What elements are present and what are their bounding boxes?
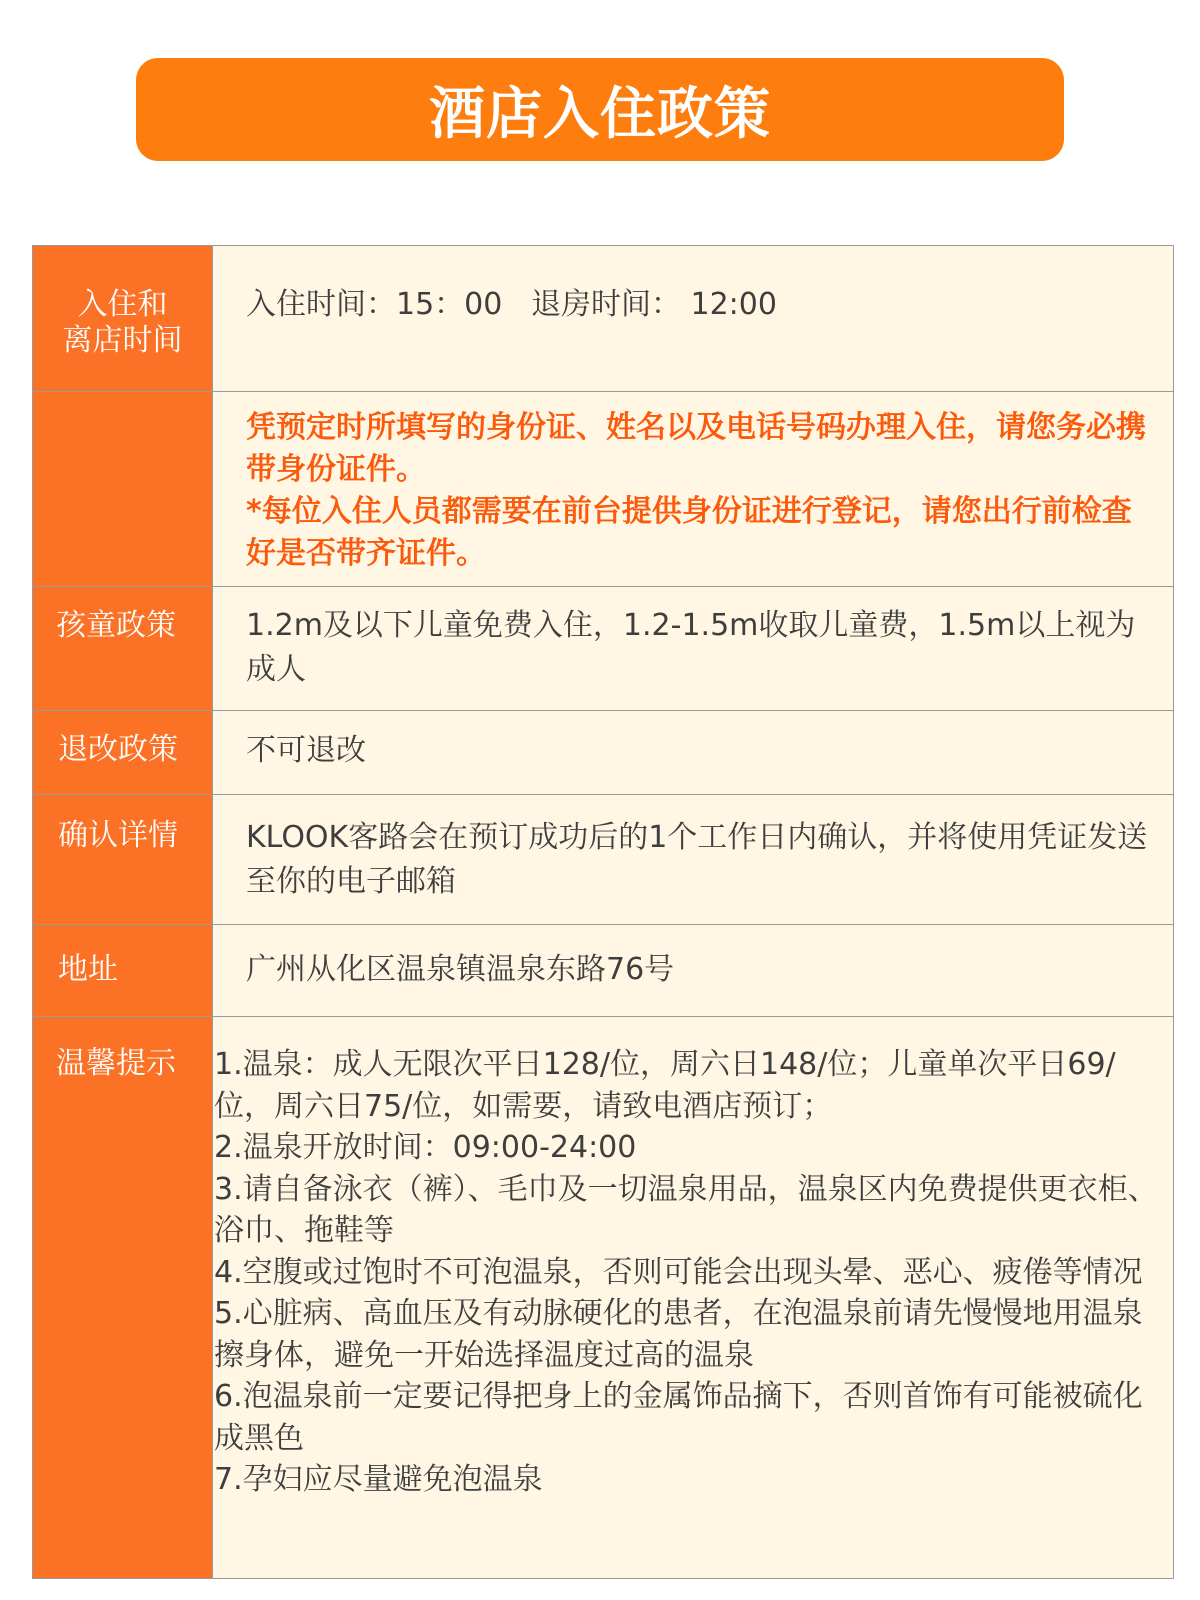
list-item: 1.温泉：成人无限次平日128/位，周六日148/位；儿童单次平日69/位，周六日75/位，如需要，请致电酒店预订； [214, 1047, 1116, 1124]
refund-policy-text: 不可退改 [246, 733, 366, 768]
content-cell-refund-policy [213, 711, 1174, 795]
content-cell-tips [213, 1017, 1174, 1579]
label-cell-checkin [33, 246, 213, 392]
row-child-policy [33, 587, 1174, 711]
list-item: 6.泡温泉前一定要记得把身上的金属饰品摘下，否则首饰有可能被硫化成黑色 [214, 1379, 1143, 1456]
content-cell-id-notice [213, 392, 1174, 587]
content-cell-confirmation [213, 795, 1174, 925]
label-cell-tips [33, 1017, 213, 1579]
row-address [33, 925, 1174, 1017]
list-item: 3.请自备泳衣（裤）、毛巾及一切温泉用品，温泉区内免费提供更衣柜、浴巾、拖鞋等 [214, 1171, 1158, 1248]
list-item: 2.温泉开放时间：09:00-24:00 [214, 1130, 637, 1165]
policy-table [32, 245, 1174, 1579]
content-cell-address [213, 925, 1174, 1017]
row-confirmation [33, 795, 1174, 925]
title-banner [136, 58, 1064, 161]
row-tips [33, 1017, 1174, 1579]
label-address: 地址 [58, 952, 118, 987]
tips-list [214, 1018, 1172, 1501]
address-text: 广州从化区温泉镇温泉东路76号 [246, 952, 675, 987]
id-notice-line-2: *每位入住人员都需要在前台提供身份证进行登记，请您出行前检查好是否带齐证件。 [246, 494, 1132, 571]
content-cell-child-policy [213, 587, 1174, 711]
checkin-times: 入住时间：15：00 退房时间： 12:00 [246, 287, 777, 322]
label-refund-policy: 退改政策 [58, 732, 178, 767]
label-confirmation: 确认详情 [58, 818, 178, 853]
page-title: 酒店入住政策 [429, 81, 771, 147]
label-cell-confirmation [33, 795, 213, 925]
list-item: 4.空腹或过饱时不可泡温泉，否则可能会出现头晕、恶心、疲倦等情况 [214, 1254, 1143, 1290]
row-id-notice [33, 392, 1174, 587]
label-cell-refund-policy [33, 711, 213, 795]
label-checkin: 入住和 离店时间 [62, 287, 183, 358]
label-child-policy: 孩童政策 [56, 608, 176, 643]
id-notice-line-1: 凭预定时所填写的身份证、姓名以及电话号码办理入住，请您务必携带身份证件。 [246, 410, 1146, 487]
id-notice [214, 393, 1172, 575]
row-refund-policy [33, 711, 1174, 795]
list-item: 5.心脏病、高血压及有动脉硬化的患者，在泡温泉前请先慢慢地用温泉擦身体，避免一开始选择温度过高的温泉 [214, 1296, 1143, 1373]
label-cell-empty [33, 392, 213, 587]
confirmation-text: KLOOK客路会在预订成功后的1个工作日内确认，并将使用凭证发送至你的电子邮箱 [246, 820, 1148, 899]
child-policy-text: 1.2m及以下儿童免费入住，1.2-1.5m收取儿童费，1.5m以上视为成人 [246, 608, 1136, 687]
label-cell-child-policy [33, 587, 213, 711]
row-checkin [33, 246, 1174, 392]
list-item: 7.孕妇应尽量避免泡温泉 [214, 1462, 543, 1497]
label-tips: 温馨提示 [56, 1046, 176, 1081]
label-cell-address [33, 925, 213, 1017]
content-cell-checkin [213, 246, 1174, 392]
